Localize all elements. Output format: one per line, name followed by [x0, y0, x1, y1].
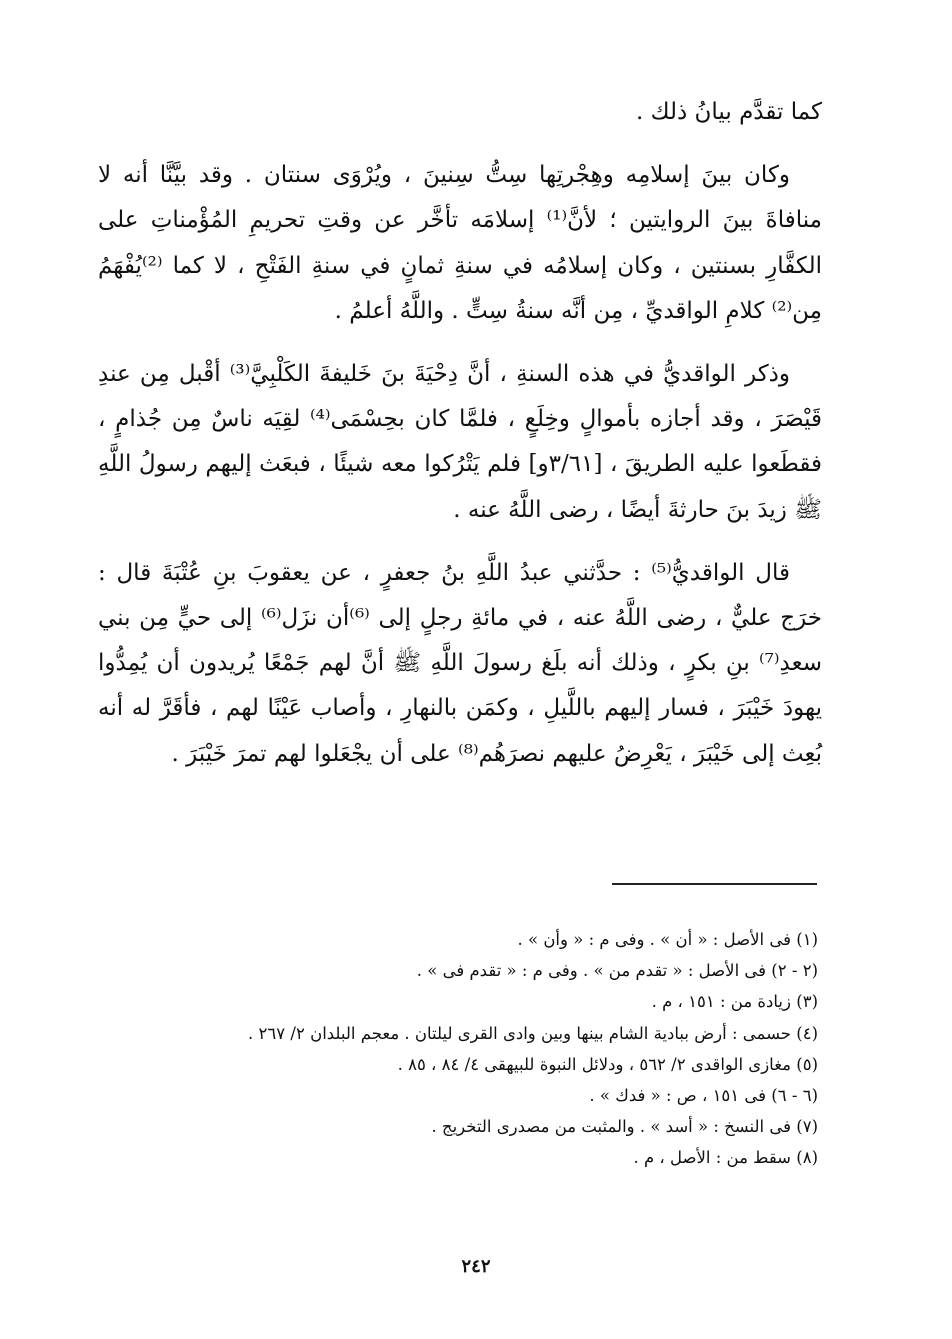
paragraph-1: كما تقدَّم بيانُ ذلك .	[635, 99, 822, 125]
footnote-separator	[612, 883, 817, 885]
footnotes	[160, 924, 818, 1174]
footnote-3: (٣) زيادة من : ١٥١ ، م .	[651, 992, 818, 1012]
footnote-8: (٨) سقط من : الأصل ، م .	[633, 1148, 818, 1168]
paragraph-2: وكان بينَ إسلامِه وهِجْرتِها سِتُّ سِنينَ ، ويُرْوَى سنتان . وقد بيَّنَّا أنه لا منافاةَ بينَ الروايتين ؛ لأنَّ⁽¹⁾ إسلامَه تأخَّر عن وقتِ تحريمِ المُؤْمناتِ على الكفَّارِ بسنتين ، وكان إسلامُه في سنةِ ثمانٍ في سنةِ الفَتْحِ ، لا كما ⁽²⁾يُفْهَمُ مِن⁽²⁾ كلامِ الواقديِّ ، مِن أنَّه سنةُ سِتٍّ . واللَّهُ أعلمُ .	[98, 162, 823, 324]
page-number: ٢٤٢	[461, 1256, 491, 1277]
footnote-1: (١) فى الأصل : « أن » . وفى م : « وأن » .	[517, 930, 818, 949]
footnote-4: (٤) حسمى : أرض ببادية الشام بينها وبين وادى القرى ليلتان . معجم البلدان ٢/ ٢٦٧ .	[248, 1023, 818, 1043]
footnote-6: (٦ - ٦) فى ١٥١ ، ص : « فدك » .	[589, 1086, 818, 1106]
main-text	[98, 90, 822, 777]
paragraph-3: وذكر الواقديُّ في هذه السنةِ ، أنَّ دِحْيَةَ بنَ خَليفةَ الكَلْبِيَّ⁽³⁾ أقْبل مِن عندِ قَيْصَرَ ، وقد أجازه بأموالٍ وخِلَعٍ ، فلمَّا كان بحِسْمَى⁽⁴⁾ لقِيَه ناسٌ مِن جُذامٍ ، فقطَعوا عليه الطريقَ ، [٣/٦١و] فلم يَتْرُكوا معه شيئًا ، فبعَث إليهم رسولُ اللَّهِ ﷺ زيدَ بنَ حارثةَ أيضًا ، رضى اللَّهُ عنه .	[98, 361, 823, 523]
footnote-5: (٥) مغازى الواقدى ٢/ ٥٦٢ ، ودلائل النبوة للبيهقى ٤/ ٨٤ ، ٨٥ .	[397, 1054, 818, 1074]
footnote-2: (٢ - ٢) فى الأصل : « تقدم من » . وفى م : « تقدم فى » .	[416, 961, 818, 981]
paragraph-4: قال الواقديُّ⁽⁵⁾ : حدَّثني عبدُ اللَّهِ بنُ جعفرٍ ، عن يعقوبَ بنِ عُتْبَةَ قال : خرَج عليٌّ ، رضى اللَّهُ عنه ، في مائةِ رجلٍ إلى ⁽⁶⁾أن نزَل⁽⁶⁾ إلى حيٍّ مِن بني سعدِ⁽⁷⁾ بنِ بكرٍ ، وذلك أنه بلَغ رسولَ اللَّهِ ﷺ أنَّ لهم جَمْعًا يُريدون أن يُمِدُّوا يهودَ خَيْبَرَ ، فسار إليهم باللَّيلِ ، وكمَن بالنهارِ ، وأصاب عَيْنًا لهم ، فأقَرَّ له أنه بُعِث إلى خَيْبَرَ ، يَعْرِضُ عليهم نصرَهُم⁽⁸⁾ على أن يجْعَلوا لهم تمرَ خَيْبَرَ .	[98, 559, 822, 767]
footnote-7: (٧) فى النسخ : « أسد » . والمثبت من مصدرى التخريج .	[431, 1117, 818, 1137]
